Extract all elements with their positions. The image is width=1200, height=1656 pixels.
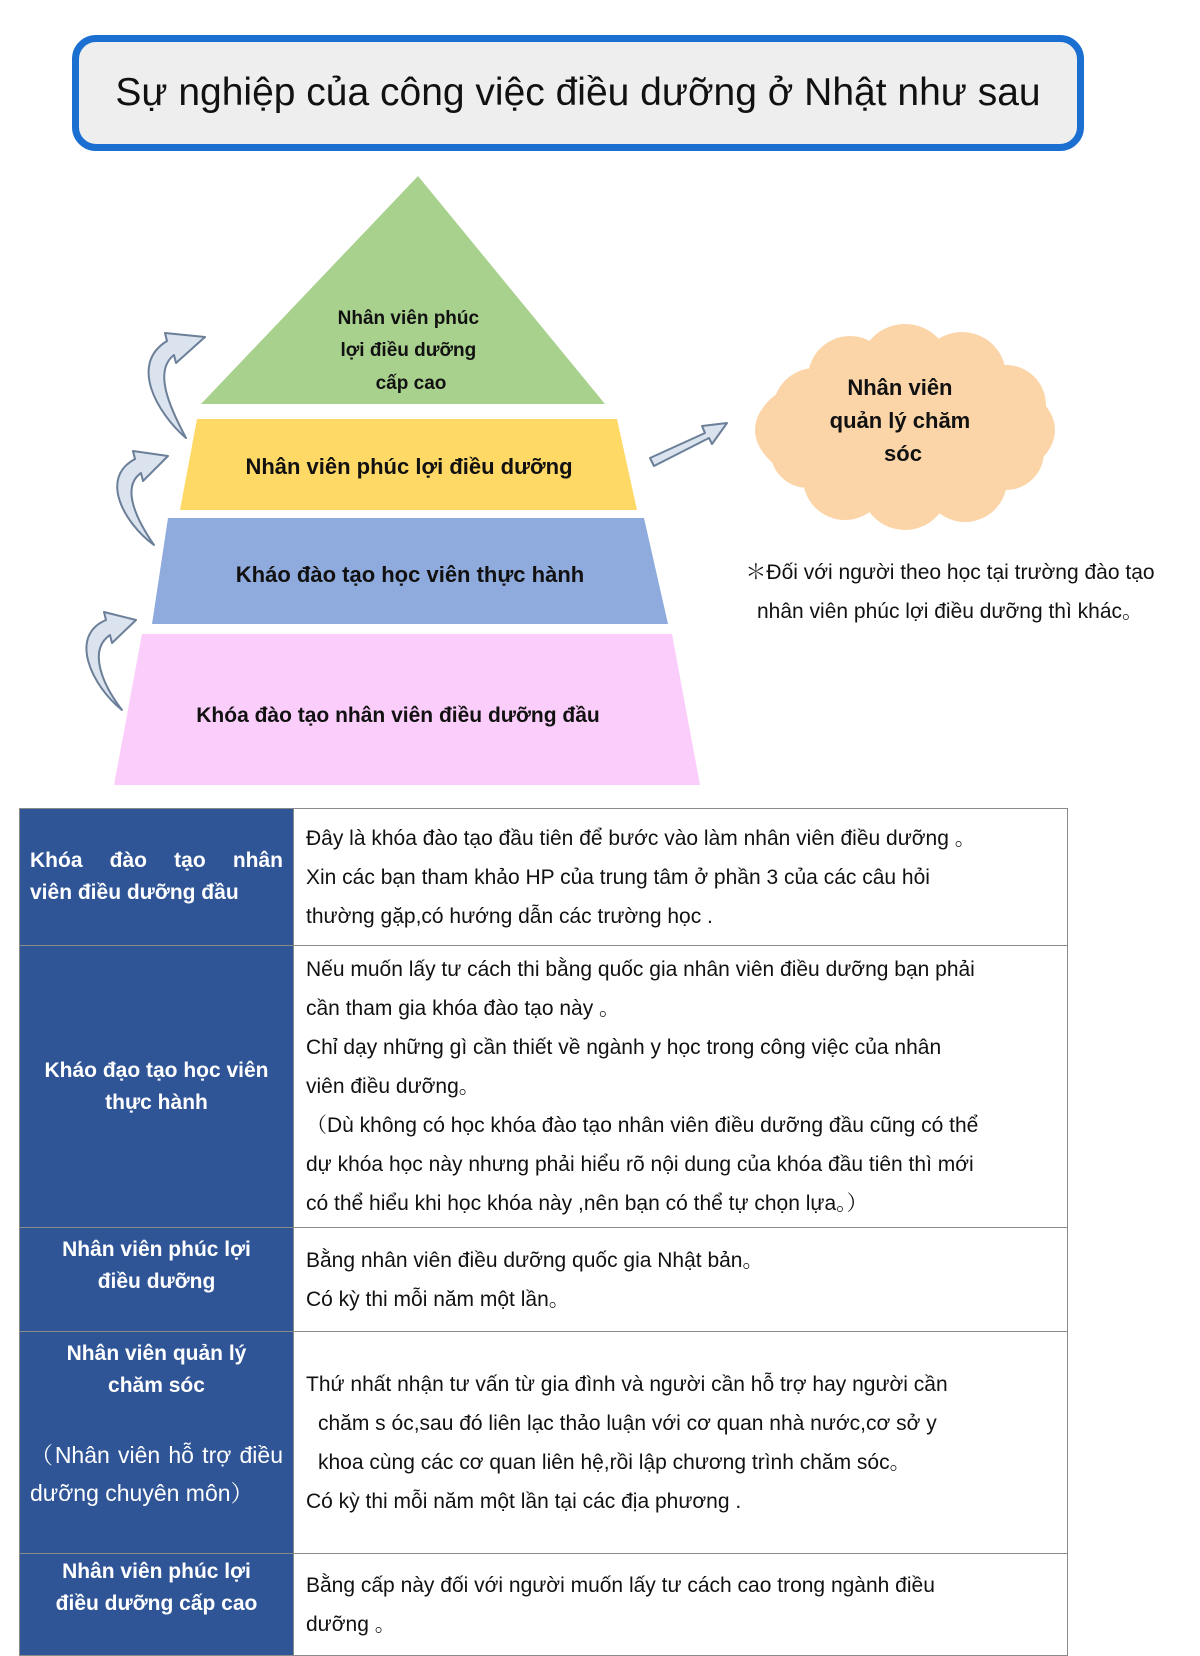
desc-line: （Dù không có học khóa đào tạo nhân viên điều dưỡng đầu cũng có thể — [306, 1114, 979, 1137]
row-description — [294, 946, 1068, 1228]
pyramid-tier-2-label: Nhân viên phúc lợi điều dưỡng — [245, 454, 573, 479]
cloud-line-3: sóc — [884, 441, 922, 466]
label-line: Nhân viên phúc lợi — [62, 1238, 251, 1261]
row-label — [20, 1332, 294, 1554]
desc-line: dưỡng 。 — [306, 1612, 396, 1636]
label-line: điều dưỡng cấp cao — [55, 1592, 258, 1615]
desc-line: Bằng nhân viên điều dưỡng quốc gia Nhật bản。 — [306, 1248, 764, 1272]
desc-line: có thể hiểu khi học khóa này ,nên bạn có thể tự chọn lựa。） — [306, 1192, 868, 1215]
note-line-1: ＊Đối với người theo học tại trường đào tạo — [745, 561, 1155, 584]
pyramid-tier-4-label: Khóa đào tạo nhân viên điều dưỡng đầu — [196, 704, 600, 727]
label-line: Kháo đạo tạo học viên — [44, 1058, 269, 1082]
desc-line: Bằng cấp này đối với người muốn lấy tư cách cao trong ngành điều — [306, 1573, 935, 1597]
desc-line: chăm s óc,sau đó liên lạc thảo luận với cơ quan nhà nước,cơ sở y — [318, 1411, 937, 1435]
pyramid-tier-3-label: Kháo đào tạo học viên thực hành — [235, 562, 585, 587]
table-row — [20, 946, 1068, 1228]
table-row — [20, 1332, 1068, 1554]
row-label — [20, 1228, 294, 1332]
row-description — [294, 1228, 1068, 1332]
note — [715, 553, 1185, 631]
row-description — [294, 1332, 1068, 1554]
table-row — [20, 809, 1068, 946]
note-line-2: nhân viên phúc lợi điều dưỡng thì khác。 — [757, 600, 1143, 623]
desc-line: dự khóa học này nhưng phải hiểu rõ nội dung của khóa đầu tiên thì mới — [306, 1153, 974, 1176]
cloud-line-2: quản lý chăm — [829, 408, 971, 433]
cloud-line-1: Nhân viên — [847, 375, 953, 400]
label-line: điều dưỡng — [97, 1270, 216, 1293]
row-label — [20, 809, 294, 946]
desc-line: Nếu muốn lấy tư cách thi bằng quốc gia nhân viên điều dưỡng bạn phải — [306, 958, 975, 981]
row-label — [20, 946, 294, 1228]
desc-line: Có kỳ thi mỗi năm một lần tại các địa phương . — [306, 1489, 742, 1513]
row-label — [20, 1554, 294, 1656]
desc-line: Có kỳ thi mỗi năm một lần。 — [306, 1287, 570, 1311]
desc-line: viên điều dưỡng。 — [306, 1075, 480, 1098]
tier-1-line-2: lợi điều dưỡng — [340, 340, 477, 361]
desc-line: cần tham gia khóa đào tạo này 。 — [306, 997, 621, 1020]
desc-line: Xin các bạn tham khảo HP của trung tâm ở phần 3 của các câu hỏi — [306, 865, 930, 889]
desc-line: Thứ nhất nhận tư vấn từ gia đình và người cần hỗ trợ hay người cần — [306, 1372, 948, 1396]
arrow-right-icon — [650, 423, 727, 466]
label-line: viên điều dưỡng đầu — [30, 881, 239, 904]
row-description — [294, 1554, 1068, 1656]
career-pyramid-diagram — [0, 0, 1200, 800]
pyramid-tier-1 — [201, 176, 605, 404]
desc-line: Đây là khóa đào tạo đầu tiên để bước vào làm nhân viên điều dưỡng 。 — [306, 826, 976, 850]
desc-line: khoa cùng các cơ quan liên hệ,rồi lập chương trình chăm sóc。 — [318, 1450, 911, 1474]
label-line: Nhân viên quản lý — [66, 1342, 247, 1365]
tier-1-line-1: Nhân viên phúc — [337, 308, 480, 329]
label-line: Khóa đào tạo nhân — [30, 849, 283, 872]
desc-line: thường gặp,có hướng dẫn các trường học . — [306, 904, 713, 928]
info-table — [19, 808, 1068, 1656]
row-description — [294, 809, 1068, 946]
label-line: thực hành — [105, 1090, 208, 1114]
label-line: Nhân viên phúc lợi — [62, 1560, 251, 1583]
desc-line: Chỉ dạy những gì cần thiết về ngành y học trong công việc của nhân — [306, 1036, 942, 1059]
table-row — [20, 1554, 1068, 1656]
curved-arrow-icon — [86, 612, 136, 710]
tier-1-line-3: cấp cao — [375, 373, 447, 394]
label-sub-note: （Nhân viên hỗ trợ điều dưỡng chuyên môn） — [30, 1442, 283, 1506]
label-line: chăm sóc — [108, 1374, 205, 1397]
table-row — [20, 1228, 1068, 1332]
curved-arrow-icon — [117, 451, 168, 545]
page-title: Sự nghiệp của công việc điều dưỡng ở Nhật như sau — [72, 35, 1084, 151]
